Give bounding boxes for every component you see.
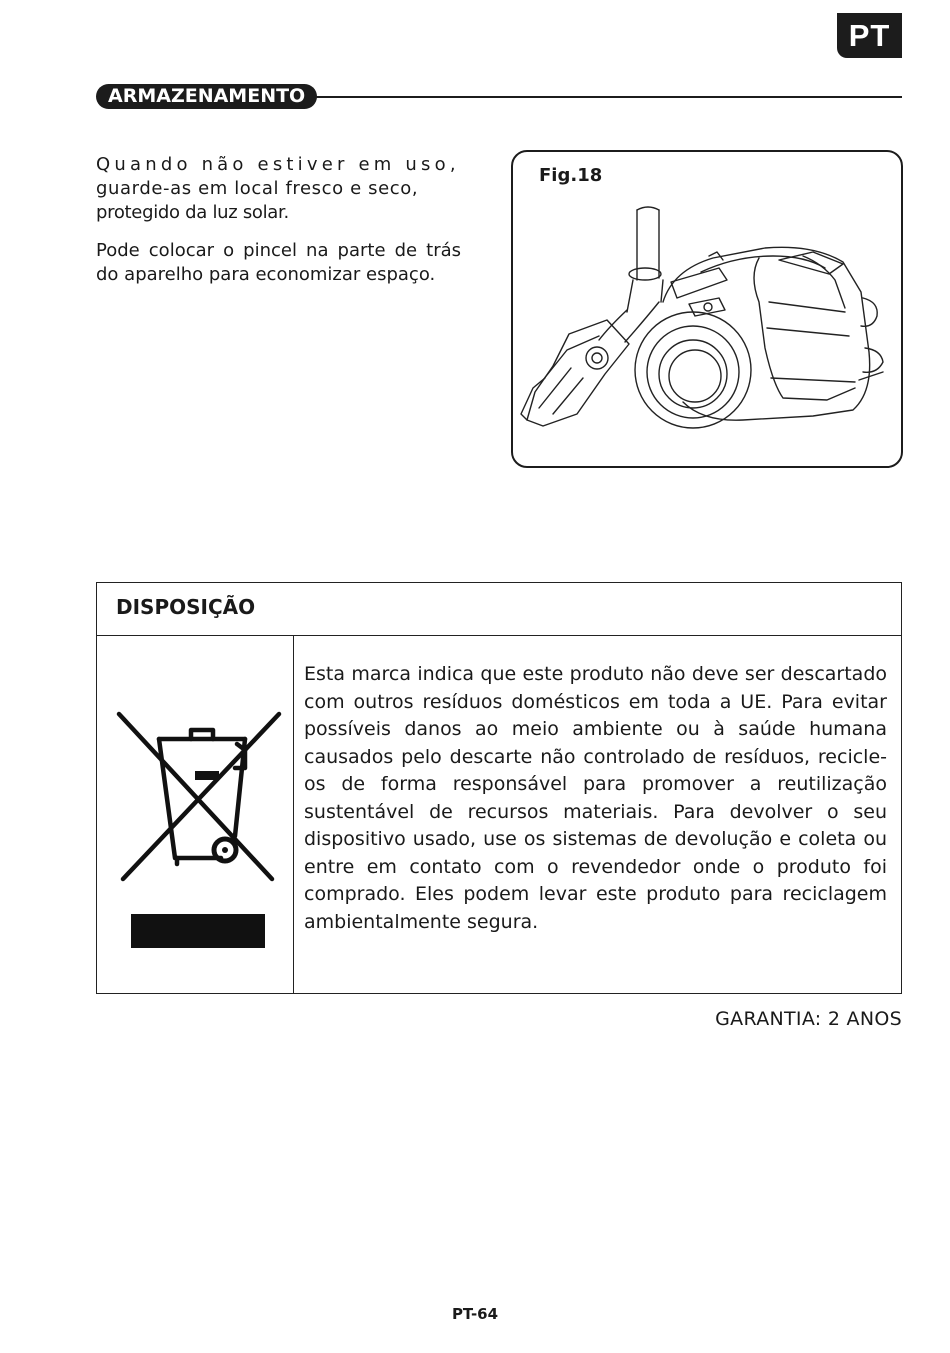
disposal-heading: DISPOSIÇÃO bbox=[116, 595, 256, 619]
crossed-out-wheelie-bin-icon bbox=[97, 636, 293, 993]
storage-line-2: guarde-as em local fresco e seco, bbox=[96, 178, 419, 199]
page-number: PT-64 bbox=[451, 1305, 499, 1323]
disposal-header-row bbox=[97, 583, 901, 636]
figure-label: Fig.18 bbox=[539, 165, 603, 186]
figure-18-box bbox=[511, 150, 903, 468]
storage-instructions bbox=[96, 153, 461, 301]
section-divider bbox=[296, 96, 902, 98]
storage-section-header bbox=[96, 84, 902, 110]
vacuum-cleaner-illustration bbox=[513, 152, 901, 466]
language-badge: PT bbox=[837, 13, 902, 58]
disposal-icon-cell bbox=[97, 636, 294, 993]
disposal-table bbox=[96, 582, 902, 994]
storage-paragraph-2: Pode colocar o pincel na parte de trás do aparelho para economizar espaço. bbox=[96, 240, 461, 285]
storage-paragraph-1 bbox=[96, 153, 461, 225]
disposal-description: Esta marca indica que este produto não deve ser descartado com outros resíduos domésticos em toda a UE. Para evitar possíveis danos ao meio ambiente ou à saúde humana causados pelo descarte não controlado de resíduos, recicle-os de forma responsável para promover a reutilização sustentável de recursos materiais. Para devolver o seu dispositivo usado, use os sistemas de devolução e coleta ou entre em contato com o revendedor onde o produto foi comprado. Eles podem levar este produto para reciclagem ambientalmente segura. bbox=[304, 663, 887, 933]
warranty-text: GARANTIA: 2 ANOS bbox=[715, 1008, 902, 1030]
storage-line-3: protegido da luz solar. bbox=[96, 202, 289, 223]
storage-line-1: Quando não estiver em uso, bbox=[96, 154, 460, 175]
storage-heading: ARMAZENAMENTO bbox=[96, 84, 317, 109]
